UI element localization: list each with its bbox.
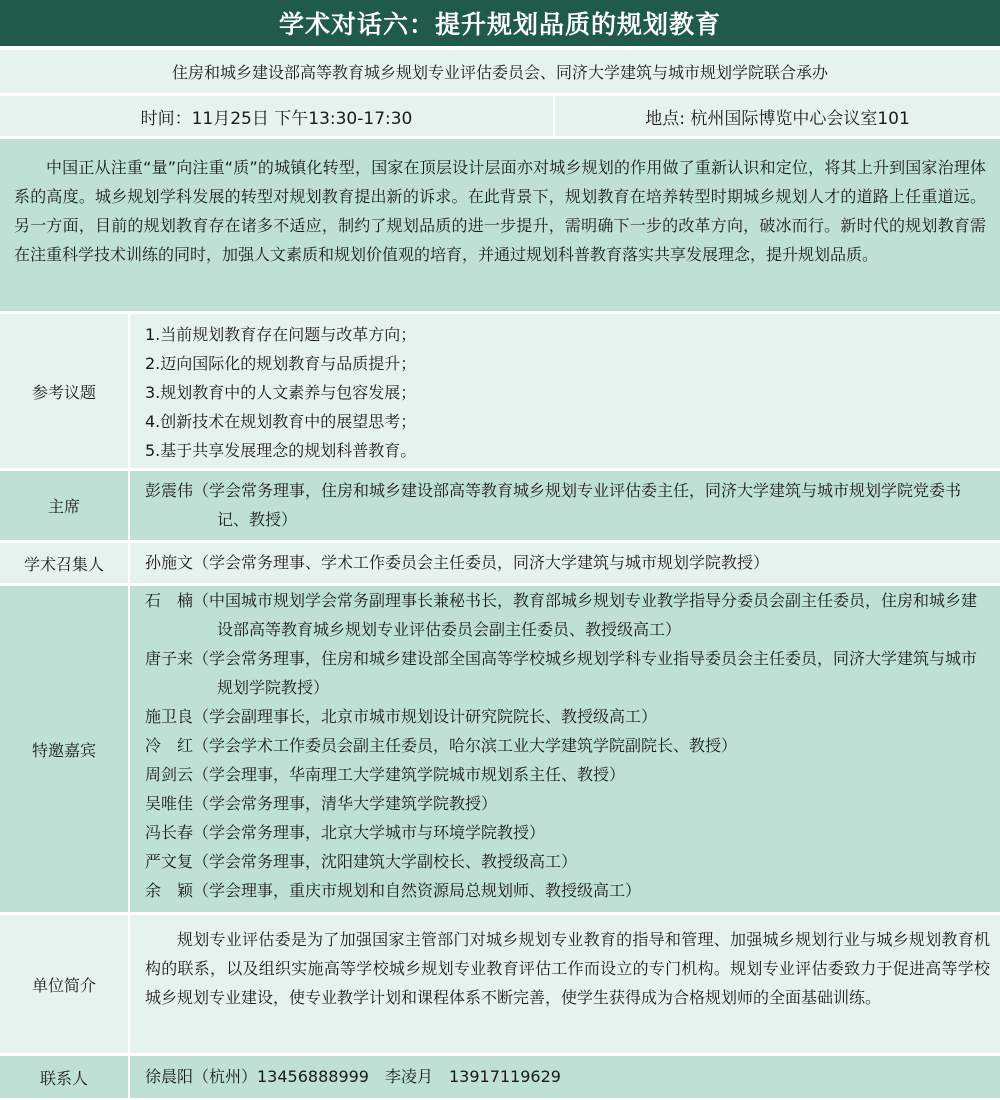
contact-text: 徐晨阳（杭州）13456888999 李凌月 13917119629 xyxy=(145,1067,561,1086)
guest-item: 余 颖（学会理事，重庆市规划和自然资源局总规划师、教授级高工） xyxy=(145,881,642,900)
chair-label: 主席 xyxy=(47,497,80,516)
convener-text: 孙施文（学会常务理事、学术工作委员会主任委员，同济大学建筑与城市规划学院教授） xyxy=(145,553,770,572)
meta-row xyxy=(0,96,1000,136)
guests-label: 特邀嘉宾 xyxy=(31,740,96,760)
unit-label: 单位简介 xyxy=(31,975,96,995)
guest-item: 施卫良（学会副理事长，北京市城市规划设计研究院院长、教授级高工） xyxy=(145,707,658,726)
contact-label: 联系人 xyxy=(39,1068,88,1088)
organizer-line: 住房和城乡建设部高等教育城乡规划专业评估委员会、同济大学建筑与城市规划学院联合承办 xyxy=(0,50,1000,93)
divider xyxy=(128,915,130,1053)
event-place: 地点: 杭州国际博览中心会议室101 xyxy=(645,108,910,129)
topics-list xyxy=(145,320,990,465)
guest-item: 冯长春（学会常务理事，北京大学城市与环境学院教授） xyxy=(145,823,546,842)
intro-paragraph: 中国正从注重“量”向注重“质”的城镇化转型，国家在顶层设计层面亦对城乡规划的作用做了重新认识和定位，将其上升到国家治理体系的高度。城乡规划学科发展的转型对规划教育提出新的诉求。在此背景下，规划教育在培养转型时期城乡规划人才的道路上任重道远。另一方面，目前的规划教育存在诸多不适应，制约了规划品质的进一步提升，需明确下一步的改革方向，破冰而行。新时代的规划教育需在注重科学技术训练的同时，加强人文素质和规划价值观的培育，并通过规划科普教育落实共享发展理念，提升规划品质。 xyxy=(0,139,1000,311)
chair-text: 彭震伟（学会常务理事，住房和城乡建设部高等教育城乡规划专业评估委主任，同济大学建筑与城市规划学院党委书记、教授） xyxy=(145,481,962,529)
topic-item: 5.基于共享发展理念的规划科普教育。 xyxy=(145,441,417,460)
page-title: 学术对话六：提升规划品质的规划教育 xyxy=(0,0,1000,46)
divider xyxy=(128,1056,130,1098)
guest-item: 石 楠（中国城市规划学会常务副理事长兼秘书长，教育部城乡规划专业教学指导分委员会副主任委员，住房和城乡建设部高等教育城乡规划专业评估委员会副主任委员、教授级高工） xyxy=(145,591,978,639)
topic-item: 1.当前规划教育存在问题与改革方向； xyxy=(145,325,417,344)
topic-item: 3.规划教育中的人文素养与包容发展； xyxy=(145,383,417,402)
event-time: 时间：11月25日 下午13:30-17:30 xyxy=(0,96,555,136)
divider xyxy=(128,471,130,540)
topic-item: 4.创新技术在规划教育中的展望思考； xyxy=(145,412,417,431)
guest-item: 严文复（学会常务理事，沈阳建筑大学副校长、教授级高工） xyxy=(145,852,578,871)
guest-item: 吴唯佳（学会常务理事，清华大学建筑学院教授） xyxy=(145,794,498,813)
divider xyxy=(128,586,130,912)
topics-label: 参考议题 xyxy=(31,382,96,402)
guest-item: 周剑云（学会理事，华南理工大学建筑学院城市规划系主任、教授） xyxy=(145,765,626,784)
guest-item: 冷 红（学会学术工作委员会副主任委员，哈尔滨工业大学建筑学院副院长、教授） xyxy=(145,736,738,755)
divider xyxy=(128,314,130,468)
guests-list xyxy=(145,586,990,905)
topic-item: 2.迈向国际化的规划教育与品质提升； xyxy=(145,354,417,373)
guest-item: 唐子来（学会常务理事，住房和城乡建设部全国高等学校城乡规划学科专业指导委员会主任委员，同济大学建筑与城市规划学院教授） xyxy=(145,649,978,697)
unit-text: 规划专业评估委是为了加强国家主管部门对城乡规划专业教育的指导和管理、加强城乡规划行业与城乡规划教育机构的联系，以及组织实施高等学校城乡规划专业教育评估工作而设立的专门机构。规划专业评估委致力于促进高等学校城乡规划专业建设，使专业教学计划和课程体系不断完善，使学生获得成为合格规划师的全面基础训练。 xyxy=(145,930,990,1007)
divider xyxy=(128,543,130,583)
convener-label: 学术召集人 xyxy=(23,554,104,574)
